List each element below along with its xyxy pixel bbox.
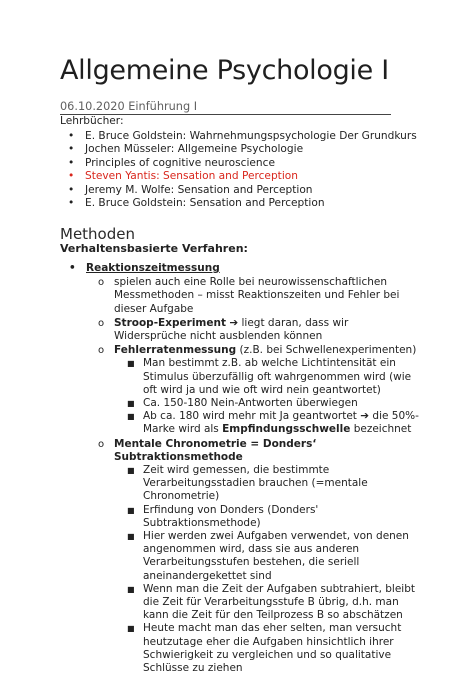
chrono-item-text: Hier werden zwei Aufgaben verwendet, von denen angenommen wird, dass sie aus anderen Verarbeitungsstufen bestehen, die seriell aneinandergekettet sind bbox=[143, 530, 409, 582]
outline-subitem-fehler bbox=[60, 344, 420, 357]
chrono-item-text: Zeit wird gemessen, die bestimmte Verarbeitungsstadien brauchen (=mentale Chronometrie) bbox=[143, 464, 368, 503]
outline-item-reaktionszeit bbox=[60, 262, 420, 275]
book-item: • Jochen Müsseler: Allgemeine Psychologie bbox=[60, 143, 417, 156]
square-bullet-icon: ■ bbox=[127, 466, 135, 476]
fehler-item-text: die 50%-Marke wird als bbox=[143, 410, 419, 436]
empfindungsschwelle-term: Empfindungsschwelle bbox=[222, 423, 351, 436]
square-bullet-icon: ■ bbox=[127, 412, 135, 422]
book-item: • Jeremy M. Wolfe: Sensation and Perception bbox=[60, 184, 417, 197]
book-item-highlighted: • Steven Yantis: Sensation and Perception bbox=[60, 170, 417, 183]
fehler-item bbox=[60, 410, 420, 436]
chrono-item bbox=[60, 464, 420, 504]
arrow-right-icon: ➔ bbox=[229, 316, 239, 329]
circle-bullet-icon: o bbox=[98, 345, 105, 357]
fehler-item bbox=[60, 357, 420, 397]
fehler-item-text: Ab ca. 180 wird mehr mit Ja geantwortet bbox=[143, 410, 357, 423]
section-header: 06.10.2020 Einführung I bbox=[60, 100, 391, 115]
chrono-item bbox=[60, 622, 420, 675]
fehler-label: Fehlerratenmessung bbox=[114, 344, 237, 357]
fehler-item-text: Man bestimmt z.B. ab welche Lichtintensität ein Stimulus überzufällig oft wahrgenommen wird (wie oft wird ja und wie oft wird nein geantwortet) bbox=[143, 357, 412, 396]
chrono-item-text: Erfindung von Donders (Donders' Subtraktionsmethode) bbox=[143, 503, 319, 529]
fehler-item bbox=[60, 397, 420, 410]
reaktionszeit-label: Reaktionszeitmessung bbox=[86, 262, 220, 274]
book-item: • E. Bruce Goldstein: Sensation and Perception bbox=[60, 197, 417, 210]
page-title: Allgemeine Psychologie I bbox=[60, 55, 389, 86]
chrono-item-text: Heute macht man das eher selten, man versucht heutzutage eher die Aufgaben hinsichtlich ihrer Schwierigkeit zu vergleichen und so qualitative Schlüsse zu ziehen bbox=[143, 622, 402, 675]
chrono-item bbox=[60, 530, 420, 583]
chrono-item-text: Wenn man die Zeit der Aufgaben subtrahiert, bleibt die Zeit für Verarbeitungsstufe B übrig, d.h. man kann die Zeit für den Teilprozess B so abschätzen bbox=[143, 582, 416, 622]
outline-subitem-stroop bbox=[60, 317, 420, 343]
square-bullet-icon: ■ bbox=[127, 584, 135, 594]
circle-bullet-icon: o bbox=[98, 438, 105, 450]
arrow-right-icon: ➔ bbox=[360, 410, 370, 423]
circle-bullet-icon: o bbox=[98, 317, 105, 329]
chronometrie-label: Mentale Chronometrie = Donders‘ Subtraktionsmethode bbox=[114, 437, 317, 463]
stroop-label: Stroop-Experiment bbox=[114, 316, 226, 329]
square-bullet-icon: ■ bbox=[127, 505, 135, 515]
book-item: • Principles of cognitive neuroscience bbox=[60, 157, 417, 170]
chrono-item bbox=[60, 504, 420, 530]
chrono-item bbox=[60, 583, 420, 623]
fehler-text: (z.B. bei Schwellenexperimenten) bbox=[239, 344, 417, 357]
square-bullet-icon: ■ bbox=[127, 532, 135, 542]
outline-subitem bbox=[60, 276, 420, 316]
outline-subitem-chronometrie bbox=[60, 438, 420, 464]
square-bullet-icon: ■ bbox=[127, 359, 135, 369]
circle-bullet-icon: o bbox=[98, 277, 105, 289]
fehler-item-text: Ca. 150-180 Nein-Antworten überwiegen bbox=[143, 397, 358, 410]
fehler-item-text: bezeichnet bbox=[353, 423, 412, 436]
book-list bbox=[60, 130, 417, 210]
stroop-text: liegt daran, dass wir Widersprüche nicht ausblenden können bbox=[114, 316, 349, 343]
subitem-text: spielen auch eine Rolle bei neurowissenschaftlichen Messmethoden – misst Reaktionszeiten und Fehler bei dieser Aufgabe bbox=[114, 276, 400, 315]
lehrbuecher-label: Lehrbücher: bbox=[60, 115, 124, 127]
square-bullet-icon: ■ bbox=[127, 399, 135, 409]
square-bullet-icon: ■ bbox=[127, 624, 135, 634]
methoden-heading: Methoden bbox=[60, 225, 135, 243]
verhalten-heading: Verhaltensbasierte Verfahren: bbox=[60, 242, 248, 255]
methods-outline bbox=[60, 262, 420, 675]
bullet-icon: • bbox=[69, 262, 76, 274]
book-item: • E. Bruce Goldstein: Wahrnehmungspsychologie Der Grundkurs bbox=[60, 130, 417, 143]
